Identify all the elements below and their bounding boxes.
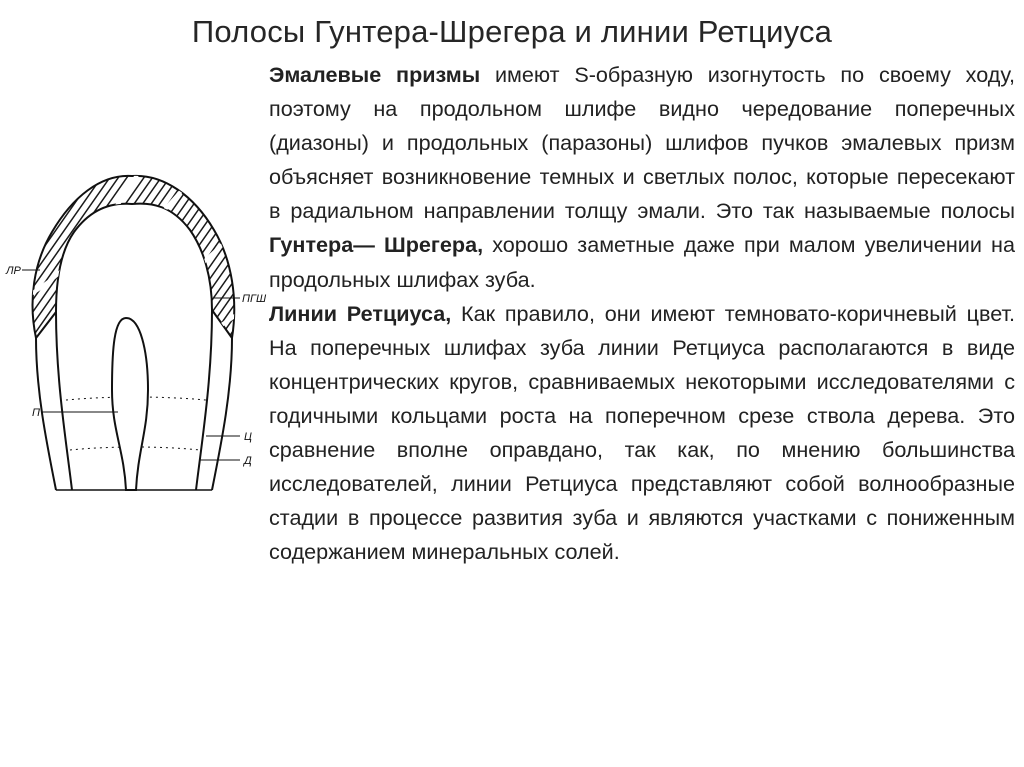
pulp-chamber bbox=[112, 318, 148, 490]
paragraph-retzius-lines: Линии Ретциуса, Как правило, они имеют темновато-коричневый цвет. На поперечных шлифах зуба линии Ретциуса располагаются в виде концентрических кругов, сравниваемых некоторыми исследователями с годичными кольцами роста на поперечном срезе ствола дерева. Это сравнение вполне оправдано, так как, по мнению большинства исследователей, линии Ретциуса представляют собой волнообразные стадии в процессе развития зуба и являются участками с пониженным содержанием минеральных солей. bbox=[269, 300, 1015, 565]
tooth-section-diagram bbox=[0, 150, 270, 520]
term-retzius-lines: Линии Ретциуса, bbox=[269, 300, 452, 326]
slide-title: Полосы Гунтера-Шрегера и линии Ретциуса bbox=[191, 14, 833, 49]
term-enamel-prisms: Эмалевые призмы bbox=[269, 62, 481, 87]
label-lr: ЛР bbox=[6, 265, 21, 277]
body-text bbox=[269, 58, 1015, 569]
label-p: П bbox=[32, 407, 40, 419]
term-hunter-schreger: Гунтера— Шрегера, bbox=[269, 232, 484, 258]
label-pgsh: ПГШ bbox=[242, 293, 267, 305]
label-c: Ц bbox=[244, 431, 252, 443]
paragraph-enamel-prisms: Эмалевые призмы имеют S-образную изогнутость по своему ходу, поэтому на продольном шлифе видно чередование поперечных (диазоны) и продольных (паразоны) шлифов пучков эмалевых призм объясняет возникновение темных и светлых полос, которые пересекают в радиальном направлении толщу эмали. Это так называемые полосы Гунтера— Шрегера, хорошо заметные даже при малом увеличении на продольных шлифах зуба. bbox=[269, 62, 1016, 292]
label-d: Д bbox=[244, 455, 252, 467]
